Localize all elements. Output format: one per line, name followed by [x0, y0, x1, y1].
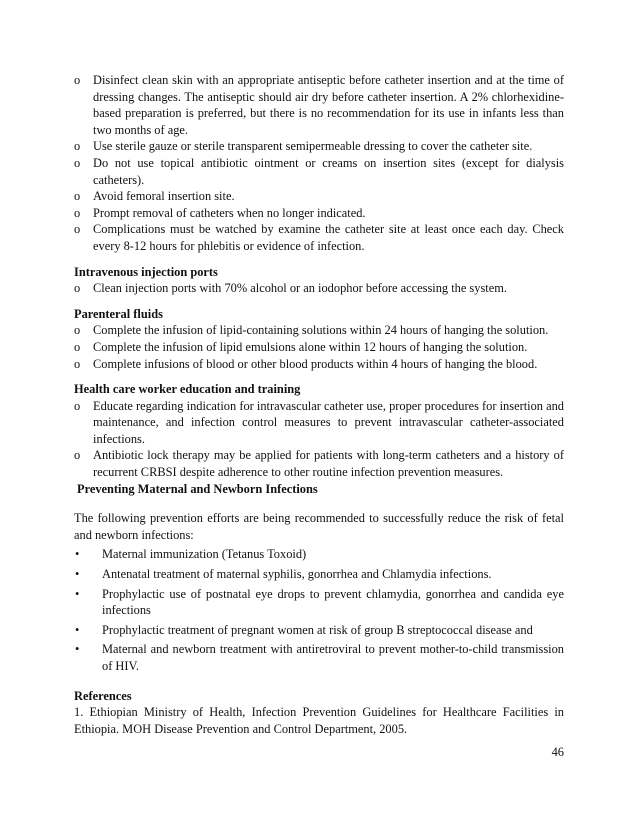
list-item: o Educate regarding indication for intravascular catheter use, proper procedures for insertion and maintenance, and infection control measures to prevent intravascular catheter-associated infections.: [74, 398, 564, 448]
list-item: o Disinfect clean skin with an appropriate antiseptic before catheter insertion and at the time of dressing changes. The antiseptic should air dry before catheter insertion. A 2% chlorhexidine-based preparation is preferred, but there is no recommendation for its use in infants less than two months of age.: [74, 72, 564, 138]
heading-maternal-newborn: Preventing Maternal and Newborn Infections: [77, 481, 318, 496]
list-item: • Maternal immunization (Tetanus Toxoid): [74, 546, 564, 563]
list-item: o Complications must be watched by examine the catheter site at least once each day. Check every 8-12 hours for phlebitis or evidence of infection.: [74, 221, 564, 254]
list-item: o Do not use topical antibiotic ointment or creams on insertion sites (except for dialysis catheters).: [74, 155, 564, 188]
list-item: o Complete the infusion of lipid-containing solutions within 24 hours of hanging the solution.: [74, 322, 564, 339]
heading-training: Health care worker education and training: [74, 382, 301, 397]
heading-iv-ports: Intravenous injection ports: [74, 264, 218, 279]
list-item: • Maternal and newborn treatment with antiretroviral to prevent mother-to-child transmission of HIV.: [74, 641, 564, 674]
list-item: o Complete the infusion of lipid emulsions alone within 12 hours of hanging the solution.: [74, 339, 564, 356]
reference-item: 1. Ethiopian Ministry of Health, Infection Prevention Guidelines for Healthcare Facilities in Ethiopia. MOH Disease Prevention and Control Department, 2005.: [74, 705, 564, 736]
list-item: o Use sterile gauze or sterile transparent semipermeable dressing to cover the catheter site.: [74, 138, 564, 155]
training-list: [74, 398, 564, 481]
page-number: 46: [551, 745, 564, 759]
parenteral-list: [74, 322, 564, 372]
list-item: o Complete infusions of blood or other blood products within 4 hours of hanging the blood.: [74, 356, 564, 373]
maternal-list: [74, 546, 564, 674]
list-item: o Avoid femoral insertion site.: [74, 188, 564, 205]
list-item: • Antenatal treatment of maternal syphilis, gonorrhea and Chlamydia infections.: [74, 566, 564, 583]
list-item: • Prophylactic use of postnatal eye drops to prevent chlamydia, gonorrhea and candida eye infections: [74, 586, 564, 619]
heading-parenteral-fluids: Parenteral fluids: [74, 306, 163, 321]
iv-ports-list: [74, 280, 564, 297]
maternal-intro-paragraph: The following prevention efforts are being recommended to successfully reduce the risk of fetal and newborn infections:: [74, 511, 564, 542]
catheter-care-list: [74, 72, 564, 255]
heading-references: References: [74, 688, 132, 703]
list-item: • Prophylactic treatment of pregnant women at risk of group B streptococcal disease and: [74, 622, 564, 639]
list-item: o Prompt removal of catheters when no longer indicated.: [74, 205, 564, 222]
list-item: o Clean injection ports with 70% alcohol or an iodophor before accessing the system.: [74, 280, 564, 297]
list-item: o Antibiotic lock therapy may be applied for patients with long-term catheters and a history of recurrent CRBSI despite adherence to other routine infection prevention measures.: [74, 447, 564, 480]
